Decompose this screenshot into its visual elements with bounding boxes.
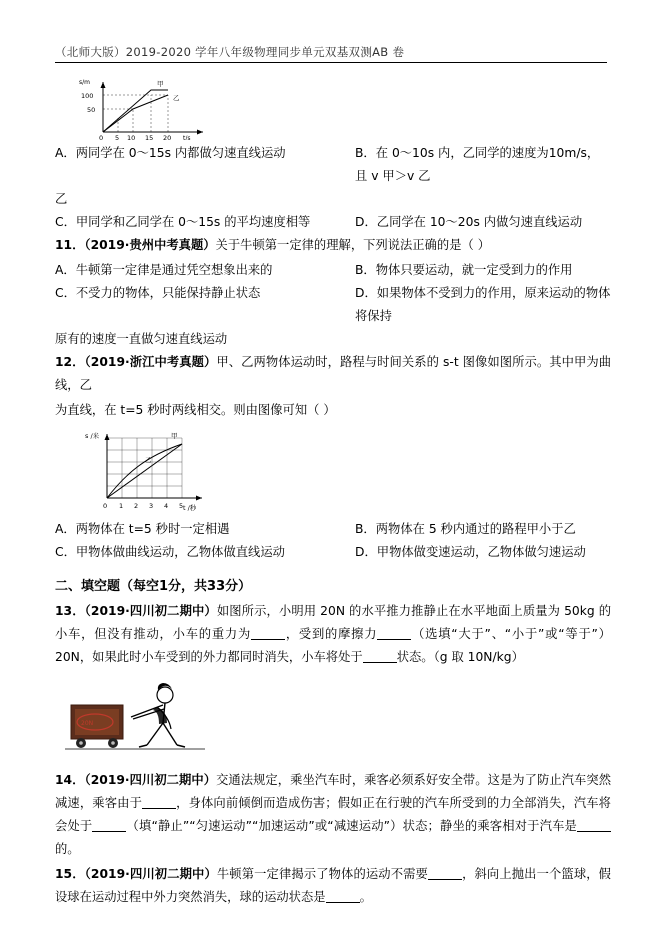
q11-options-row-2: [55, 282, 611, 328]
q14-blank-1: [142, 796, 176, 809]
svg-text:s /米: s /米: [85, 432, 100, 440]
q11-option-a: A．牛顿第一定律是通过凭空想象出来的: [55, 263, 273, 277]
document-header: [55, 44, 615, 60]
svg-text:50: 50: [87, 106, 96, 114]
q14-line3a: “静止”“匀速运动”“加速运动”或“减速运动”）状态；静坐的乘客相对于汽车是: [151, 819, 577, 833]
header-divider: [55, 62, 607, 63]
q14-number: 14．: [55, 773, 85, 787]
figure-q10-st-graph: [73, 74, 263, 140]
svg-text:4: 4: [164, 502, 169, 510]
question-12-stem: [55, 351, 611, 397]
svg-text:乙: 乙: [145, 456, 152, 464]
svg-text:甲: 甲: [171, 432, 178, 440]
q10-option-b: B．在 0～10s 内，乙同学的速度为10m/s，且 v 甲＞v 乙: [355, 146, 600, 183]
q12-source-tag: （2019·浙江中考真题）: [84, 355, 217, 369]
q13-blank-2: [377, 627, 411, 640]
q13-blank-1: [251, 627, 285, 640]
q12-options-row-2: [55, 541, 611, 564]
q12-text-line2: 为直线，在 t=5 秒时两线相交。则由图像可知（ ）: [55, 403, 336, 417]
q12-options-row-1: [55, 518, 611, 541]
q14-blank-3: [577, 819, 611, 832]
figure-q13-cart-illustration: [65, 677, 215, 763]
svg-text:0: 0: [99, 134, 104, 140]
svg-text:5: 5: [115, 134, 120, 140]
q15-blank-1: [428, 867, 462, 880]
q15-line2b: 。: [359, 890, 372, 904]
header-title: （北师大版）2019-2020 学年八年级物理同步单元双基双测AB 卷: [55, 45, 405, 59]
q11-number: 11．: [55, 238, 85, 252]
document-body: [55, 70, 611, 911]
q10-option-c: C．甲同学和乙同学在 0～15s 的平均速度相等: [55, 215, 311, 229]
question-13: [55, 600, 611, 669]
q13-line2a: 没有推动，小车的重力为: [107, 627, 252, 641]
question-11-stem: [55, 234, 611, 257]
q10-option-b-wrap: 乙: [55, 192, 68, 206]
q12-option-c: C．甲物体做曲线运动，乙物体做直线运动: [55, 545, 285, 559]
q11-source-tag: （2019·贵州中考真题）: [84, 238, 216, 252]
q11-text: 关于牛顿第一定律的理解，下列说法正确的是（ ）: [215, 238, 490, 252]
question-15: [55, 863, 611, 909]
q14-line2b: ，身体向前倾倒而造成伤害；假如正在行驶的汽车所受到的力全部消失，汽车将会处于: [55, 796, 611, 833]
q14-source-tag: （2019·四川初二期中）: [84, 773, 217, 787]
svg-text:t /秒: t /秒: [183, 504, 197, 512]
q10-option-d: D．乙同学在 10～20s 内做匀速直线运动: [355, 215, 583, 229]
q15-line1b: ，斜向上抛出一个篮球，假设球在: [55, 867, 611, 904]
q12-option-a: A．两物体在 t=5 秒时一定相遇: [55, 522, 230, 536]
q11-option-c: C．不受力的物体，只能保持静止状态: [55, 286, 261, 300]
svg-text:s/m: s/m: [79, 79, 90, 86]
q12-option-d: D．甲物体做变速运动，乙物体做匀速运动: [355, 545, 586, 559]
svg-text:15: 15: [145, 134, 154, 140]
q12-option-b: B．两物体在 5 秒内通过的路程甲小于乙: [355, 522, 576, 536]
q14-line2a: 乘客由于: [92, 796, 143, 810]
q15-number: 15．: [55, 867, 85, 881]
q14-line2c: （填: [126, 819, 152, 833]
q15-source-tag: （2019·四川初二期中）: [84, 867, 217, 881]
svg-text:乙: 乙: [173, 94, 180, 102]
question-14: [55, 769, 611, 861]
svg-text:5: 5: [179, 502, 184, 510]
q14-line3b: 的。: [55, 842, 80, 856]
svg-text:3: 3: [149, 502, 154, 510]
q13-line1: 如图所示，小明用 20N 的水平推力推静止在水平地面上质量为 50kg 的小车，但: [55, 604, 612, 641]
q13-blank-3: [363, 650, 397, 663]
q10-options-row-2: [55, 211, 611, 234]
q12-number: 12．: [55, 355, 85, 369]
q11-option-d: D．如果物体不受到力的作用，原来运动的物体将保持: [355, 286, 611, 323]
section-2-title: 二、填空题（每空1分，共33分）: [55, 579, 252, 594]
svg-text:0: 0: [103, 502, 108, 510]
figure-q12-st-graph: [77, 428, 262, 514]
svg-text:1: 1: [119, 502, 124, 510]
svg-text:10: 10: [127, 134, 136, 140]
figure-q12-svg: [77, 428, 262, 514]
q10-options-row-1: [55, 142, 611, 188]
svg-text:t/s: t/s: [183, 135, 191, 140]
q12-text: 甲、乙两物体运动时，路程与时间关系的 s-t 图像如图所示。其中甲为曲线，乙: [55, 355, 611, 392]
q14-blank-2: [92, 819, 126, 832]
svg-text:20: 20: [163, 134, 172, 140]
q15-line2a: 运动过程中外力突然消失，球的运动状态是: [91, 890, 326, 904]
q11-option-d-cont: 原有的速度一直做匀速直线运动: [55, 332, 228, 346]
svg-text:2: 2: [134, 502, 139, 510]
q13-line3b: 状态。（g 取 10N/kg）: [396, 650, 524, 664]
svg-text:20N: 20N: [81, 720, 94, 727]
q13-number: 13．: [55, 604, 85, 618]
figure-q13-svg: [65, 677, 215, 763]
q13-line3a: 受到的外力都同时消失，小车将处于: [165, 650, 363, 664]
svg-text:甲: 甲: [157, 80, 164, 88]
q10-option-a: A．两同学在 0～15s 内都做匀速直线运动: [55, 146, 286, 160]
q11-options-row-1: [55, 259, 611, 282]
q14-line1: 交通法规定，乘坐汽车时，乘客必须系好安全带。这是为了防止汽车突然减速，: [55, 773, 611, 810]
q13-line2c: （选填“大于”、“小于”或“等于”）20N，如果此时小车: [55, 627, 611, 664]
svg-text:100: 100: [81, 92, 94, 100]
q13-source-tag: （2019·四川初二期中）: [84, 604, 217, 618]
q13-line2b: ，受到的摩擦力: [285, 627, 378, 641]
q15-blank-2: [326, 890, 360, 903]
figure-q10-svg: [73, 74, 263, 140]
q11-option-b: B．物体只要运动，就一定受到力的作用: [355, 263, 573, 277]
q15-line1a: 牛顿第一定律揭示了物体的运动不需要: [216, 867, 428, 881]
